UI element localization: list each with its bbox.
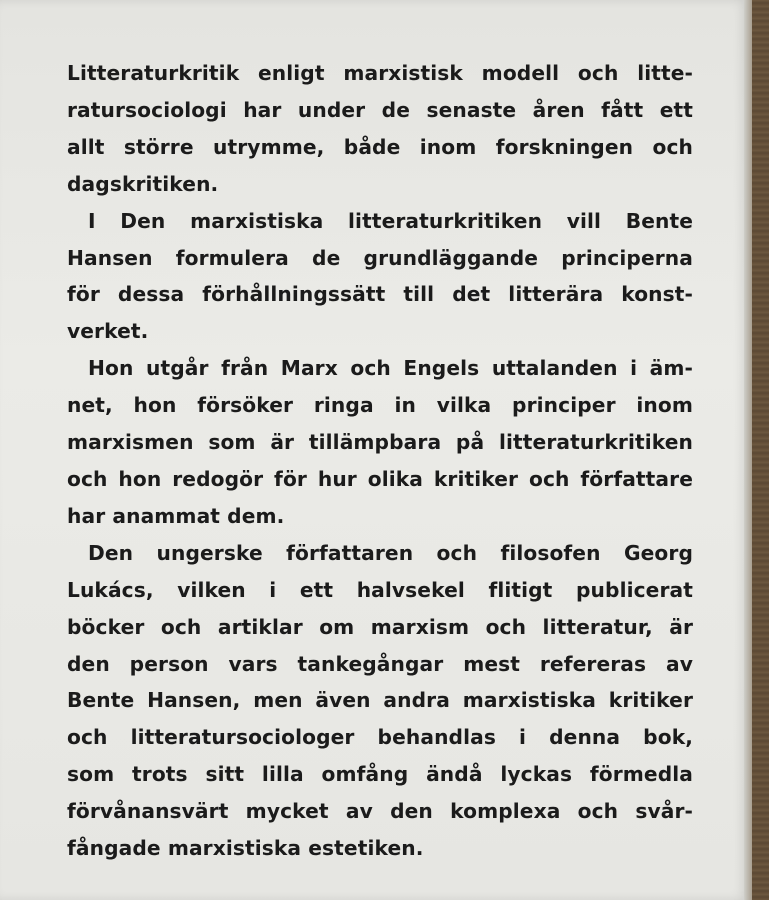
text-line: Hansen formulera de grundläggande principerna bbox=[67, 245, 693, 270]
text-line: net, hon försöker ringa in vilka principer inom bbox=[67, 393, 693, 418]
text-line: fångade marxistiska estetiken. bbox=[67, 836, 424, 861]
page-edge bbox=[744, 0, 752, 900]
text-line: ratursociologi har under de senaste åren fått ett bbox=[67, 97, 693, 122]
paragraph-2 bbox=[67, 203, 693, 351]
text-line: dagskritiken. bbox=[67, 171, 219, 196]
paragraph-4 bbox=[67, 535, 693, 867]
paragraph-1 bbox=[67, 55, 693, 203]
text-line: Litteraturkritik enligt marxistisk modell och litte- bbox=[67, 61, 693, 85]
text-line: verket. bbox=[67, 319, 149, 344]
paragraph-3 bbox=[67, 350, 693, 535]
text-line: Bente Hansen, men även andra marxistiska kritiker bbox=[67, 688, 693, 713]
text-line: för dessa förhållningssätt till det litterära konst- bbox=[67, 282, 693, 307]
book-spine bbox=[752, 0, 769, 900]
text-line: som trots sitt lilla omfång ändå lyckas förmedla bbox=[67, 762, 693, 787]
text-line: förvånansvärt mycket av den komplexa och svår- bbox=[67, 799, 693, 824]
text-line: allt större utrymme, både inom forskningen och bbox=[67, 134, 693, 159]
text-line: Lukács, vilken i ett halvsekel flitigt publicerat bbox=[67, 577, 693, 602]
text-line: böcker och artiklar om marxism och litteratur, är bbox=[67, 614, 693, 639]
text-line: och litteratursociologer behandlas i denna bok, bbox=[67, 725, 693, 750]
text-line: har anammat dem. bbox=[67, 503, 285, 528]
text-line: I Den marxistiska litteraturkritiken vill Bente bbox=[88, 208, 693, 233]
back-cover-text bbox=[67, 55, 693, 867]
text-line: och hon redogör för hur olika kritiker och författare bbox=[67, 466, 693, 491]
text-line: den person vars tankegångar mest refereras av bbox=[67, 651, 693, 676]
text-line: Hon utgår från Marx och Engels uttalanden i äm- bbox=[88, 356, 693, 381]
text-line: Den ungerske författaren och filosofen Georg bbox=[88, 540, 693, 565]
text-line: marxismen som är tillämpbara på litteraturkritiken bbox=[67, 430, 693, 455]
